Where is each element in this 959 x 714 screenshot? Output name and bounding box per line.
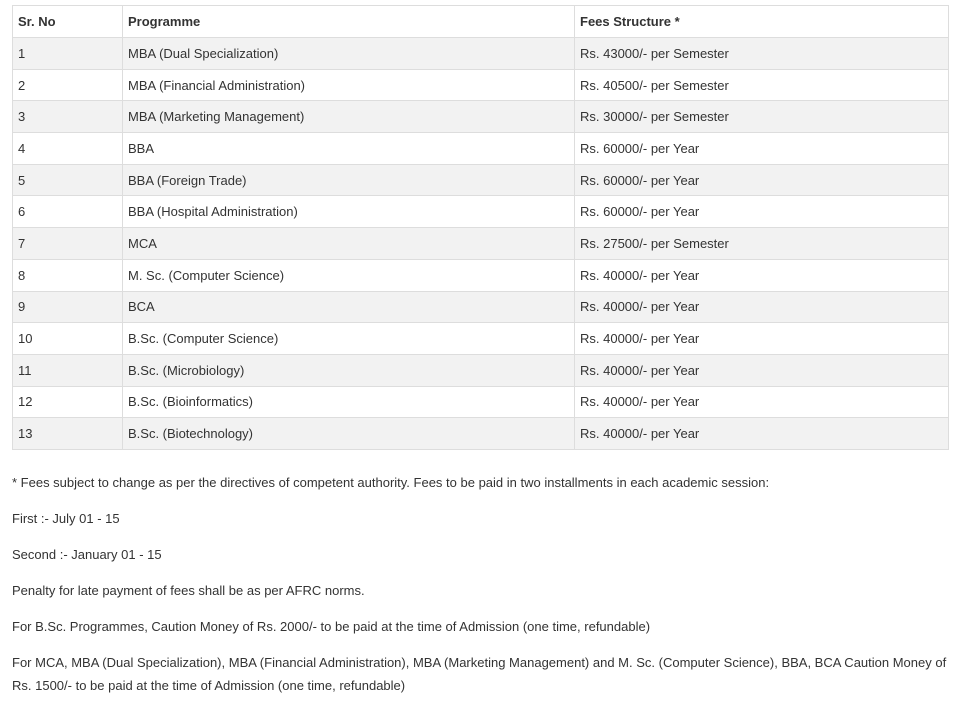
table-row [13, 38, 949, 70]
cell-sr-no: 3 [13, 101, 123, 133]
second-installment-note: Second :- January 01 - 15 [12, 547, 162, 562]
cell-sr-no: 6 [13, 196, 123, 228]
cell-fee: Rs. 40000/- per Year [575, 418, 949, 450]
table-row [13, 418, 949, 450]
cell-programme: BBA (Foreign Trade) [123, 164, 575, 196]
cell-fee: Rs. 40000/- per Year [575, 323, 949, 355]
fees-notes [12, 473, 952, 714]
cell-programme: BBA (Hospital Administration) [123, 196, 575, 228]
cell-fee: Rs. 27500/- per Semester [575, 228, 949, 260]
bsc-caution-money-note: For B.Sc. Programmes, Caution Money of Rs. 2000/- to be paid at the time of Admission (one time, refundable) [12, 619, 651, 634]
cell-sr-no: 5 [13, 164, 123, 196]
cell-sr-no: 10 [13, 323, 123, 355]
cell-sr-no: 13 [13, 418, 123, 450]
table-row [13, 133, 949, 165]
cell-programme: MBA (Dual Specialization) [123, 38, 575, 70]
table-row [13, 101, 949, 133]
table-row [13, 354, 949, 386]
header-fees-structure: Fees Structure * [575, 6, 949, 38]
table-row [13, 164, 949, 196]
cell-fee: Rs. 60000/- per Year [575, 133, 949, 165]
cell-programme: BCA [123, 291, 575, 323]
cell-fee: Rs. 60000/- per Year [575, 196, 949, 228]
cell-programme: B.Sc. (Microbiology) [123, 354, 575, 386]
cell-programme: MBA (Financial Administration) [123, 69, 575, 101]
cell-sr-no: 4 [13, 133, 123, 165]
table-header-row [13, 6, 949, 38]
cell-programme: MCA [123, 228, 575, 260]
table-row [13, 386, 949, 418]
cell-programme: M. Sc. (Computer Science) [123, 259, 575, 291]
late-payment-penalty-note: Penalty for late payment of fees shall be as per AFRC norms. [12, 583, 365, 598]
cell-fee: Rs. 40000/- per Year [575, 354, 949, 386]
cell-sr-no: 11 [13, 354, 123, 386]
fees-table [12, 5, 949, 450]
cell-sr-no: 1 [13, 38, 123, 70]
cell-programme: B.Sc. (Bioinformatics) [123, 386, 575, 418]
cell-fee: Rs. 40500/- per Semester [575, 69, 949, 101]
cell-fee: Rs. 60000/- per Year [575, 164, 949, 196]
table-row [13, 69, 949, 101]
fees-subject-note: * Fees subject to change as per the directives of competent authority. Fees to be paid in two installments in each academic session: [12, 475, 770, 490]
cell-fee: Rs. 30000/- per Semester [575, 101, 949, 133]
table-row [13, 228, 949, 260]
cell-sr-no: 7 [13, 228, 123, 260]
cell-sr-no: 9 [13, 291, 123, 323]
table-row [13, 291, 949, 323]
header-sr-no: Sr. No [13, 6, 123, 38]
cell-programme: MBA (Marketing Management) [123, 101, 575, 133]
cell-sr-no: 12 [13, 386, 123, 418]
table-row [13, 196, 949, 228]
cell-fee: Rs. 43000/- per Semester [575, 38, 949, 70]
first-installment-note: First :- July 01 - 15 [12, 511, 120, 526]
cell-programme: BBA [123, 133, 575, 165]
cell-fee: Rs. 40000/- per Year [575, 291, 949, 323]
cell-sr-no: 2 [13, 69, 123, 101]
table-row [13, 259, 949, 291]
cell-fee: Rs. 40000/- per Year [575, 386, 949, 418]
header-programme: Programme [123, 6, 575, 38]
cell-sr-no: 8 [13, 259, 123, 291]
cell-programme: B.Sc. (Computer Science) [123, 323, 575, 355]
other-caution-money-note: For MCA, MBA (Dual Specialization), MBA (Financial Administration), MBA (Marketing Management) and M. Sc. (Computer Science), BBA, BCA Caution Money of Rs. 1500/- to be paid at the time of Admission (one time, refundable) [12, 655, 947, 693]
cell-fee: Rs. 40000/- per Year [575, 259, 949, 291]
table-row [13, 323, 949, 355]
cell-programme: B.Sc. (Biotechnology) [123, 418, 575, 450]
